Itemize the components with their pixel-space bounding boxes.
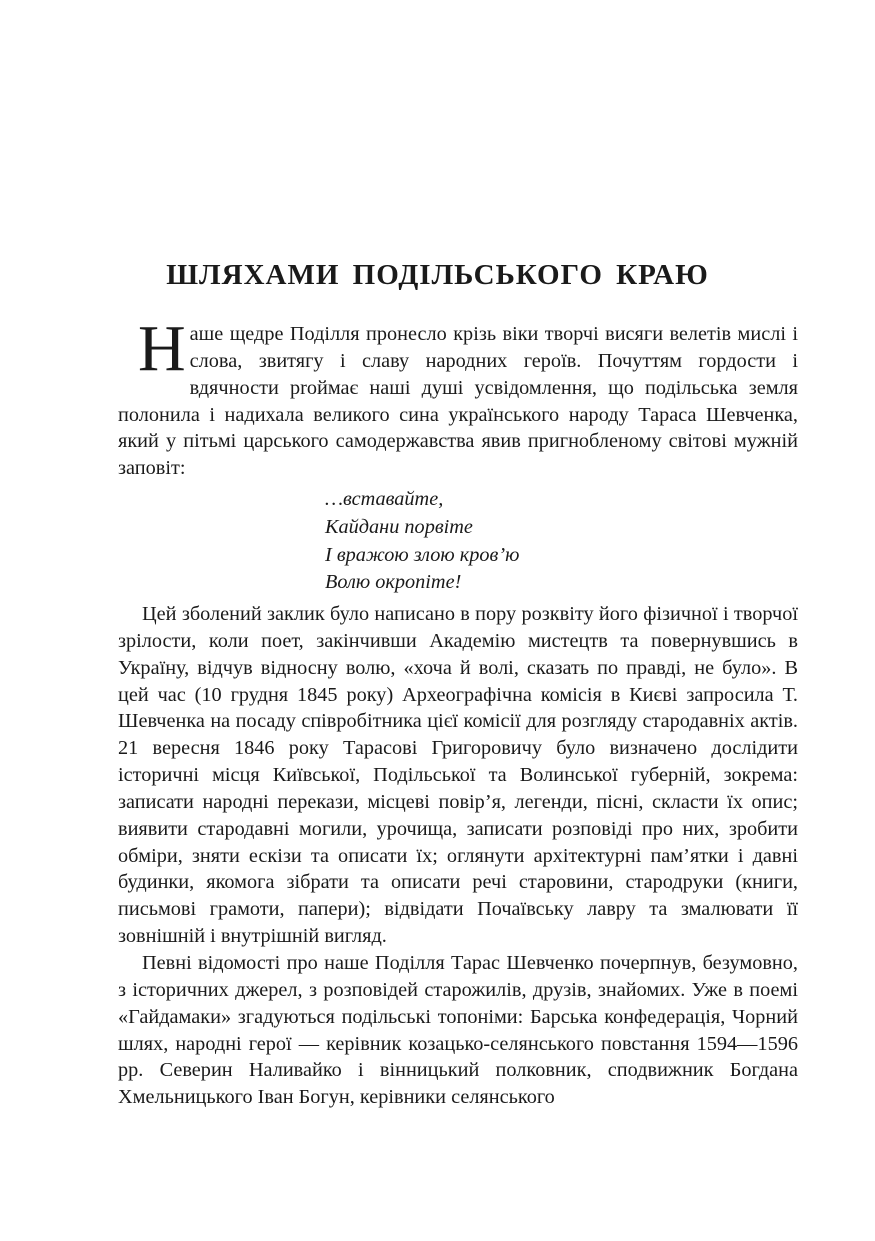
page-title: ШЛЯХАМИ ПОДІЛЬСЬКОГО КРАЮ — [166, 259, 709, 291]
body-paragraph: Цей зболений заклик було написано в пору розквіту його фізичної і творчої зрілости, коли поет, закінчивши Академію мистецтв та повернувшись в Україну, відчув відносну волю, «хоча й волі, сказать по правді, не було». В цей час (10 грудня 1845 року) Археографічна комісія в Києві запросила Т. Шевченка на посаду співробітника цієї комісії для розгляду стародавніх актів. 21 вересня 1846 року Тарасові Григоровичу було визначено дослідити історичні місця Київської, Подільської та Волинської губерній, зокрема: записати народні перекази, місцеві повір’я, легенди, пісні, скласти їх опис; виявити стародавні могили, урочища, записати розповіді про них, зробити обміри, зняти ескізи та описати їх; оглянути архітектурні пам’ятки і давні будинки, якомога зібрати та описати речі старовини, стародруки (книги, письмові грамоти, папери); відвідати Почаївську лавру та змалювати її зовнішній і внутрішній вигляд. — [118, 603, 798, 948]
body-paragraph: Певні відомості про наше Поділля Тарас Шевченко почерпнув, безумовно, з історичних джерел, з розповідей старожилів, друзів, знайомих. Уже в поемі «Гайдамаки» згадуються подільські топоніми: Барська конфедерація, Чорний шлях, народні герої — керівник козацько-селянського повстання 1594—1596 рр. Северин Наливайко і вінницький полковник, сподвижник Богдана Хмельницького Іван Богун, керівники селянського — [118, 951, 798, 1109]
intro-text: аше щедре Поділля пронесло крізь віки творчі висяги велетів мислі і слова, звитягу і славу народних героїв. Почуттям гордости і вдячности proймає наші душі усвідомлення, що подільська земля полонила і надихала великого сина українського народу Тараса Шевченка, який у пітьмі царського самодержавства явив пригнобленому світові мужній заповіт: — [118, 323, 798, 480]
poem-line: І вражою злою кров’ю — [325, 543, 520, 566]
poem-quote — [325, 486, 519, 597]
poem-line: …вставайте, — [325, 488, 444, 510]
intro-paragraph — [118, 312, 798, 482]
poem-line: Волю окропіте! — [325, 571, 462, 594]
dropcap-letter: Н — [138, 312, 186, 385]
poem-line: Кайдани порвіте — [325, 515, 473, 538]
intro-block — [118, 312, 798, 482]
main-text — [118, 601, 798, 1111]
